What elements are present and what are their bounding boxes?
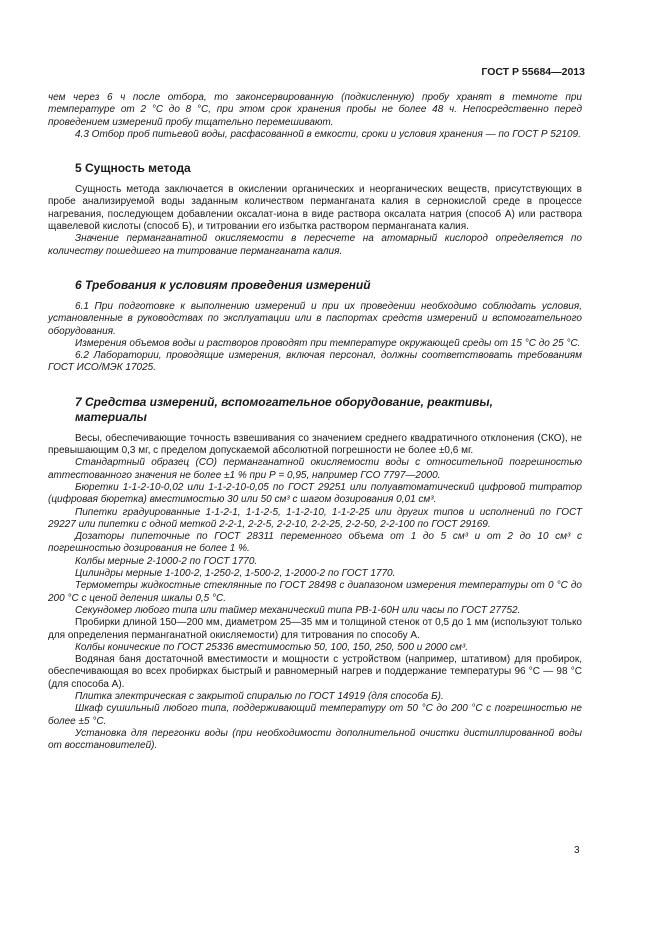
section-7-title-line-1: 7 Средства измерений, вспомогательное оборудование, реактивы,	[75, 394, 493, 409]
equipment-item-conical-flasks: Колбы конические по ГОСТ 25336 вместимостью 50, 100, 150, 250, 500 и 2000 см³.	[75, 641, 469, 653]
equipment-item-scales: Весы, обеспечивающие точность взвешивания со значением среднего квадратичного отклонения (СКО), не превышающим 0,3 мг, с пределом допускаемой абсолютной погрешности не более ±0,6 мг.	[48, 432, 582, 457]
equipment-item-cylinders: Цилиндры мерные 1-100-2, 1-250-2, 1-500-2, 1-2000-2 по ГОСТ 1770.	[75, 568, 396, 580]
equipment-item-drying-oven: Шкаф сушильный любого типа, поддерживающий температуру от 50 °С до 200 °С с погрешностью не более ±5 °С.	[48, 703, 582, 727]
equipment-item-reference-sample: Стандартный образец (СО) перманганатной окисляемости воды с относительной погрешностью аттестованного значения не более ±1 % при Р = 0,95, например ГСО 7797—2000.	[48, 457, 582, 481]
section-5-title: 5 Сущность метода	[75, 161, 191, 176]
equipment-item-thermometers: Термометры жидкостные стеклянные по ГОСТ 28498 с диапазоном измерения температуры от 0 °С до 200 °С с ценой деления шкалы 0,5 °С.	[48, 580, 582, 604]
clause-6-1: 6.1 При подготовке к выполнению измерений и при их проведении необходимо соблюдать условия, установленные в руководствах по эксплуатации или в паспортах средств измерений и вспомогательного оборудования.	[48, 300, 582, 337]
intro-paragraph: чем через 6 ч после отбора, то законсервированную (подкисленную) пробу хранят в темноте при температуре от 2 °С до 8 °С, при этом срок хранения пробы не более 48 ч. Непосредственно перед проведением измерений пробу тщательно перемешивают.	[48, 92, 582, 128]
page-number: 3	[574, 845, 580, 856]
equipment-item-hot-plate: Плитка электрическая с закрытой спиралью по ГОСТ 14919 (для способа Б).	[75, 690, 444, 702]
equipment-item-test-tubes: Пробирки длиной 150—200 мм, диаметром 25—35 мм и толщиной стенок от 0,5 до 1 мм (используют только для определения перманганатной окисляемости) для титрования по способу А.	[48, 617, 582, 641]
equipment-item-distiller: Установка для перегонки воды (при необходимости дополнительной очистки дистиллированной воды от восстановителей).	[48, 727, 582, 752]
section-7-title	[75, 395, 582, 425]
clause-6-2: 6.2 Лаборатории, проводящие измерения, включая персонал, должны соответствовать требованиям ГОСТ ИСО/МЭК 17025.	[48, 350, 582, 374]
equipment-item-stopwatch: Секундомер любого типа или таймер механический типа РВ-1-60Н или часы по ГОСТ 27752.	[75, 604, 521, 616]
equipment-item-burettes: Бюретки 1-1-2-10-0,02 или 1-1-2-10-0,05 по ГОСТ 29251 или полуавтоматический цифровой титратор (цифровая бюретка) вместимостью 30 или 50 см³ с шагом дозирования 0,01 см³.	[48, 481, 582, 506]
clause-4-3: 4.3 Отбор проб питьевой воды, расфасованной в емкости, сроки и условия хранения — по ГОСТ Р 52109.	[75, 128, 581, 140]
section-6-title: 6 Требования к условиям проведения измерений	[75, 277, 371, 292]
section-6-paragraph-2: Измерения объемов воды и растворов проводят при температуре окружающей среды от 15 °С до 25 °С.	[75, 337, 581, 349]
equipment-item-dispensers: Дозаторы пипеточные по ГОСТ 28311 переменного объема от 1 до 5 см³ и от 2 до 10 см³ с погрешностью дозирования не более 1 %.	[48, 531, 582, 555]
page-body	[48, 92, 582, 752]
equipment-item-volumetric-flasks: Колбы мерные 2-1000-2 по ГОСТ 1770.	[75, 555, 258, 567]
equipment-item-water-bath: Водяная баня достаточной вместимости и мощности с устройством (например, штативом) для пробирок, обеспечивающая во всех пробирках быстрый и равномерный нагрев и поддержание температуры 96 °С — 98 °С (для способа А).	[48, 654, 582, 690]
document-header: ГОСТ Р 55684—2013	[481, 66, 585, 78]
section-5-paragraph-1: Сущность метода заключается в окислении органических и неорганических веществ, присутствующих в пробе анализируемой воды заданным количеством перманганата калия в сернокислой среде в процессе нагревания, последующем добавлении оксалат-иона в виде раствора оксалата натрия (способ А) или раствора щавелевой кислоты (способ Б), и титровании его избытка раствором перманганата калия.	[48, 184, 582, 233]
section-7-title-line-2: материалы	[75, 409, 147, 424]
section-5-paragraph-2: Значение перманганатной окисляемости в пересчете на атомарный кислород определяется по количеству пошедшего на титрование перманганата калия.	[48, 233, 582, 257]
equipment-item-pipettes: Пипетки градуированные 1-1-2-1, 1-1-2-5, 1-1-2-10, 1-1-2-25 или других типов и исполнений по ГОСТ 29227 или пипетки с одной меткой 2-2-1, 2-2-5, 2-2-10, 2-2-25, 2-2-50, 2-2-100 по ГОСТ 29169.	[48, 506, 582, 530]
